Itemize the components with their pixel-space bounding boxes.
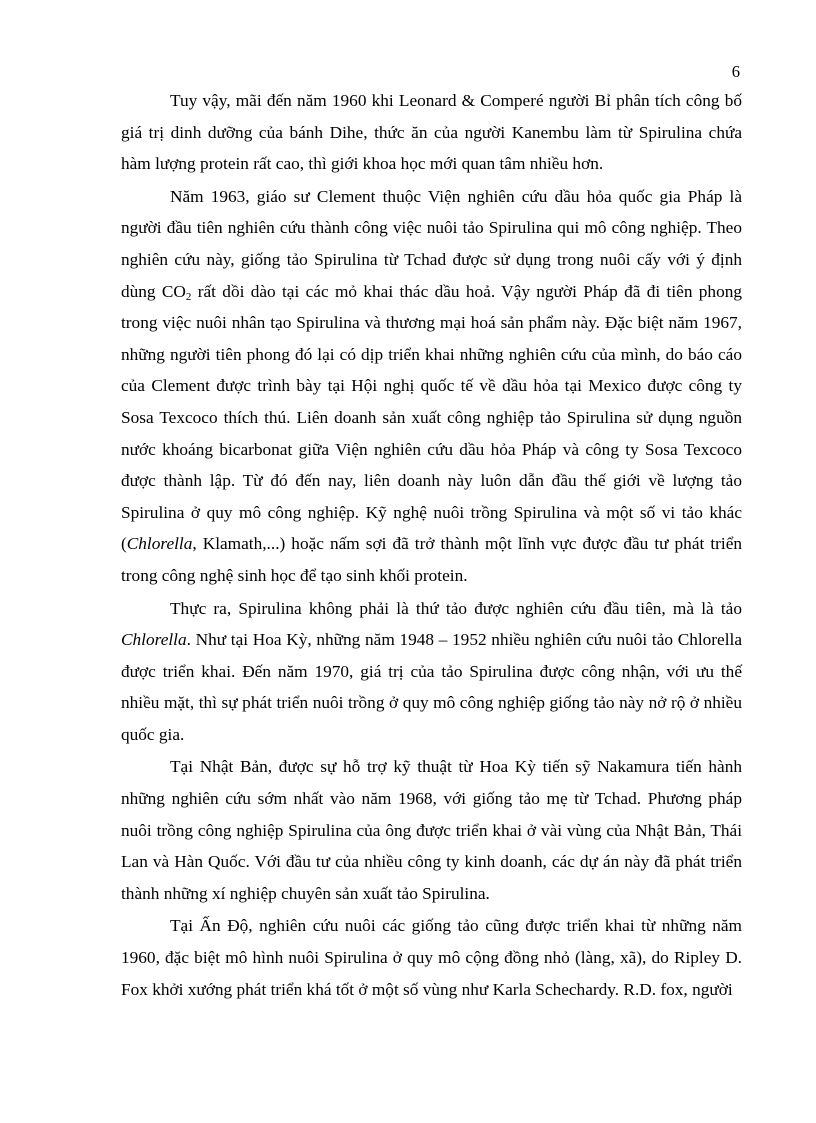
paragraph-4: Tại Nhật Bản, được sự hỗ trợ kỹ thuật từ Hoa Kỳ tiến sỹ Nakamura tiến hành những nghiên cứu sớm nhất vào năm 1968, với giống tảo mẹ từ Tchad. Phương pháp nuôi trồng công nghiệp Spirulina của ông được triển khai ở vài vùng của Nhật Bản, Thái Lan và Hàn Quốc. Với đầu tư của nhiều công ty kinh doanh, các dự án này đã phát triển thành những xí nghiệp chuyên sản xuất tảo Spirulina.	[121, 757, 742, 903]
page-number: 6	[731, 62, 740, 81]
paragraph-5: Tại Ấn Độ, nghiên cứu nuôi các giống tảo cũng được triển khai từ những năm 1960, đặc biệt mô hình nuôi Spirulina ở quy mô cộng đồng nhỏ (làng, xã), do Ripley D. Fox khởi xướng phát triển khá tốt ở một số vùng như Karla Schechardy. R.D. fox, người	[121, 916, 742, 999]
paragraph-2-part-1: Năm 1963, giáo sư Clement thuộc Viện nghiên cứu dầu hỏa quốc gia Pháp là người đầu tiên nghiên cứu thành công việc nuôi tảo Spirulina qui mô công nghiệp. Theo nghiên cứu này, giống tảo Spirulina từ Tchad được sử dụng trong nuôi cấy với ý định dùng CO	[121, 186, 742, 301]
chlorella-italic: Chlorella	[126, 534, 193, 554]
paragraph-1: Tuy vậy, mãi đến năm 1960 khi Leonard & Comperé người Bỉ phân tích công bố giá trị dinh dưỡng của bánh Dihe, thức ăn của người Kanembu làm từ Spirulina chứa hàm lượng protein rất cao, thì giới khoa học mới quan tâm nhiều hơn.	[121, 91, 742, 174]
paragraph-3	[121, 593, 742, 751]
chlorella-italic: Chlorella	[121, 630, 187, 650]
body-text	[121, 85, 742, 1006]
paragraph-3-part-1: Thực ra, Spirulina không phải là thứ tảo được nghiên cứu đầu tiên, mà là tảo	[170, 598, 742, 618]
paragraph-2	[121, 181, 742, 592]
co2-subscript: 2	[185, 290, 192, 303]
paragraph-2-part-2: rất dồi dào tại các mỏ khai thác dầu hoả. Vậy người Pháp đã đi tiên phong trong việc nuôi nhân tạo Spirulina và thương mại hoá sản phẩm này. Đặc biệt năm 1967, những người tiên phong đó lại có dịp triển khai những nghiên cứu của mình, do báo cáo của Clement được trình bày tại Hội nghị quốc tế về dầu hỏa tại Mexico được công ty Sosa Texcoco thích thú. Liên doanh sản xuất công nghiệp tảo Spirulina sử dụng nguồn nước khoáng bicarbonat giữa Viện nghiên cứu dầu hỏa Pháp và công ty Sosa Texcoco được thành lập. Từ đó đến nay, liên doanh này luôn dẫn đầu thế giới về lượng tảo Spirulina ở quy mô công nghiệp. Kỹ nghệ nuôi trồng Spirulina và một số vi tảo khác (	[121, 281, 742, 554]
paragraph-2-part-3: , Klamath,...) hoặc nấm sợi đã trở thành một lĩnh vực được đầu tư phát triển trong công nghệ sinh học để tạo sinh khối protein.	[121, 534, 742, 585]
paragraph-3-part-2: . Như tại Hoa Kỳ, những năm 1948 – 1952 nhiều nghiên cứu nuôi tảo Chlorella được triển khai. Đến năm 1970, giá trị của tảo Spirulina được công nhận, với ưu thế nhiều mặt, thì sự phát triển nuôi trồng ở quy mô công nghiệp giống tảo này nở rộ ở nhiều quốc gia.	[121, 630, 742, 744]
